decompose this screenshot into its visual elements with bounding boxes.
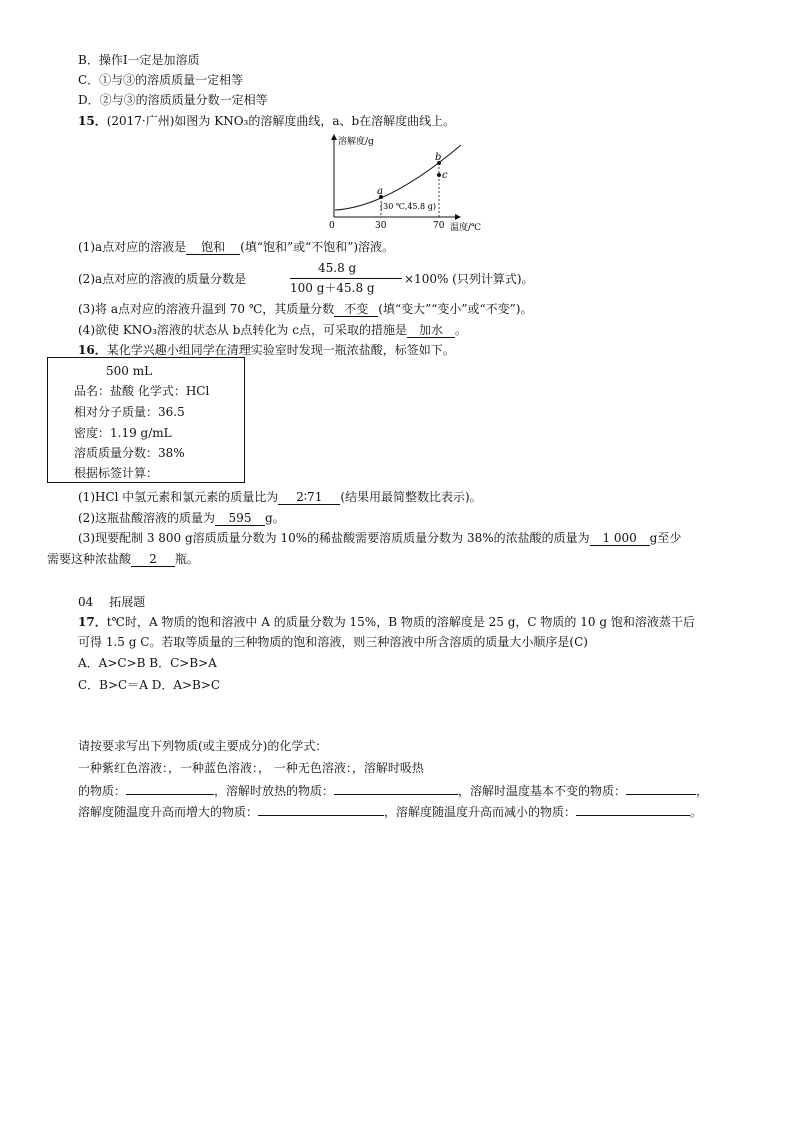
q17-number: 17． bbox=[78, 615, 107, 629]
q15-number: 15． bbox=[78, 114, 107, 128]
label-volume: 500 mL bbox=[106, 364, 153, 378]
q15-answer-1: 饱和 bbox=[186, 241, 240, 255]
q16-answer-2: 595 bbox=[215, 512, 265, 526]
label-density: 密度：1.19 g/mL bbox=[74, 426, 172, 440]
blank-exothermic[interactable] bbox=[334, 783, 458, 795]
fraction-denominator: 100 g＋45.8 g bbox=[290, 281, 375, 295]
option-c: C．①与③的溶质质量一定相等 bbox=[78, 73, 244, 87]
section-header bbox=[78, 596, 145, 608]
extra-line3: 溶解度随温度升高而增大的物质： ，溶解度随温度升高而减小的物质： 。 bbox=[78, 805, 703, 819]
extra-line2: 的物质： ，溶解时放热的物质： ，溶解时温度基本不变的物质： ， bbox=[78, 784, 709, 798]
tick-70-label: 70 bbox=[433, 221, 445, 231]
x-axis-label: 温度/℃ bbox=[450, 223, 482, 233]
q16-answer-3: 1 000 bbox=[590, 532, 650, 546]
q16-stem-text: 某化学兴趣小组同学在清理实验室时发现一瓶浓盐酸，标签如下。 bbox=[106, 343, 455, 357]
q16-part1: (1)HCl 中氢元素和氯元素的质量比为 2∶71 (结果用最简整数比表示)。 bbox=[78, 490, 482, 504]
label-product-name: 品名：盐酸 化学式：HCl bbox=[74, 384, 210, 398]
kno3-solubility-graph bbox=[318, 130, 488, 235]
blank-solubility-increase[interactable] bbox=[258, 804, 384, 816]
option-b: B．操作Ⅰ一定是加溶质 bbox=[78, 53, 200, 67]
point-c-dot bbox=[437, 173, 441, 177]
y-axis-label: 溶解度/g bbox=[338, 137, 374, 147]
q15-answer-3: 不变 bbox=[334, 303, 378, 317]
reagent-label-box bbox=[47, 357, 245, 483]
q16-stem bbox=[78, 344, 455, 356]
q16-part3-line2: 需要这种浓盐酸 2 瓶。 bbox=[47, 552, 200, 566]
q15-answer-4: 加水 bbox=[407, 324, 455, 338]
label-mass-fraction: 溶质质量分数：38% bbox=[74, 446, 185, 460]
q15-answer-2-fraction bbox=[290, 262, 402, 296]
q16-answer-1: 2∶71 bbox=[278, 491, 340, 505]
blank-endothermic[interactable] bbox=[126, 783, 214, 795]
origin-label: 0 bbox=[329, 221, 335, 231]
q15-part4: (4)欲使 KNO₃溶液的状态从 b点转化为 c点，可采取的措施是 加水 。 bbox=[78, 323, 467, 337]
section-title: 拓展题 bbox=[109, 595, 146, 609]
q17-options-cd: C．B>C＝A D．A>B>C bbox=[78, 678, 221, 692]
point-a-label: a bbox=[377, 186, 383, 197]
extra-title: 请按要求写出下列物质(或主要成分)的化学式： bbox=[78, 739, 328, 753]
blank-solubility-decrease[interactable] bbox=[576, 804, 690, 816]
q17-line2: 可得 1.5 g C。若取等质量的三种物质的饱和溶液，则三种溶液中所含溶质的质量大小顺序是(C) bbox=[78, 635, 588, 649]
q15-part2-lead: (2)a点对应的溶液的质量分数是 bbox=[78, 272, 247, 286]
q17-line1 bbox=[78, 616, 695, 628]
q16-part3: (3)现要配制 3 800 g溶质质量分数为 10%的稀盐酸需要溶质质量分数为 38%的浓盐酸的质量为 1 000 g至少 bbox=[78, 531, 682, 545]
point-a-annotation: (30 ℃,45.8 g) bbox=[380, 202, 436, 211]
label-molar-mass: 相对分子质量：36.5 bbox=[74, 405, 185, 419]
point-b-label: b bbox=[435, 152, 442, 163]
point-c-label: c bbox=[442, 170, 448, 181]
q15-stem bbox=[78, 115, 455, 127]
option-d: D．②与③的溶质质量分数一定相等 bbox=[78, 93, 268, 107]
q17-options-ab: A．A>C>B B．C>B>A bbox=[78, 656, 217, 670]
blank-neutral[interactable] bbox=[626, 783, 696, 795]
label-calc-prompt: 根据标签计算： bbox=[74, 466, 159, 480]
q15-part2-tail: ×100% (只列计算式)。 bbox=[404, 272, 534, 286]
fraction-bar bbox=[290, 278, 402, 279]
fraction-numerator: 45.8 g bbox=[318, 261, 357, 275]
q16-part2: (2)这瓶盐酸溶液的质量为 595 g。 bbox=[78, 511, 285, 525]
section-number: 04 bbox=[78, 595, 94, 609]
q16-number: 16． bbox=[78, 343, 107, 357]
q15-part3: (3)将 a点对应的溶液升温到 70 ℃，其质量分数 不变 (填“变大”“变小”或“不变”)。 bbox=[78, 302, 533, 316]
q16-answer-4: 2 bbox=[131, 553, 175, 567]
tick-30-label: 30 bbox=[375, 221, 387, 231]
q15-part1: (1)a点对应的溶液是 饱和 (填“饱和”或“不饱和”)溶液。 bbox=[78, 240, 395, 254]
q17-line1-text: t℃时，A 物质的饱和溶液中 A 的质量分数为 15%，B 物质的溶解度是 25 g，C 物质的 10 g 饱和溶液蒸干后 bbox=[106, 615, 695, 629]
q15-stem-text: (2017·广州)如图为 KNO₃的溶解度曲线，a、b在溶解度曲线上。 bbox=[106, 114, 456, 128]
extra-line1: 一种紫红色溶液：，一种蓝色溶液：， 一种无色溶液：，溶解时吸热 bbox=[78, 761, 424, 775]
